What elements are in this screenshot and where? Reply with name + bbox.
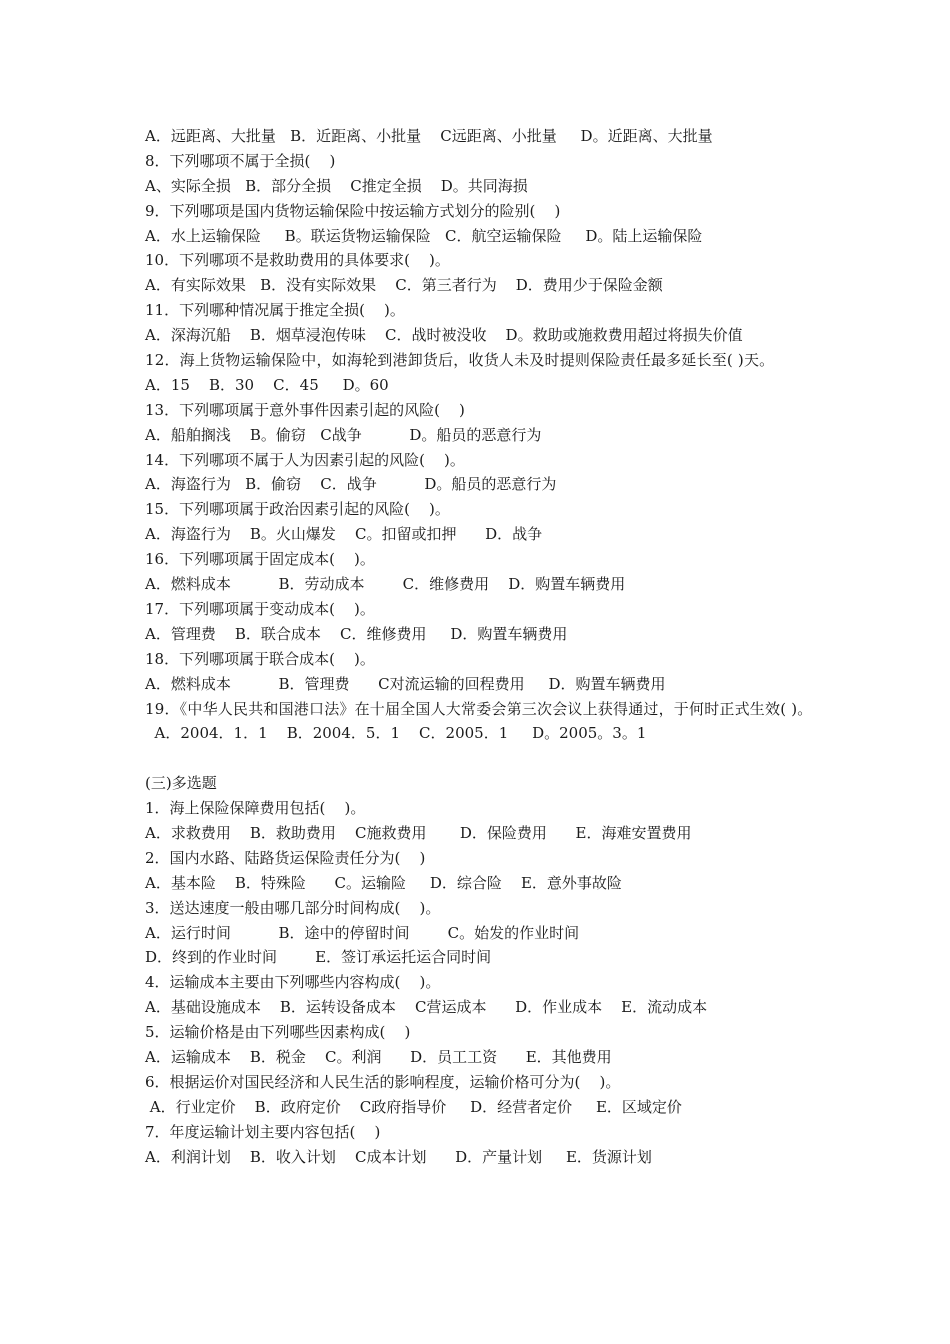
- mc-question-2: 2．国内水路、陆路货运保险责任分为( ): [145, 848, 426, 867]
- options-q8: A、实际全损 B．部分全损 C推定全损 D。共同海损: [145, 176, 528, 195]
- mc-question-1: 1．海上保险保障费用包括( )。: [145, 799, 366, 818]
- options-q15: A．海盗行为 B。火山爆发 C。扣留或扣押 D．战争: [145, 525, 543, 544]
- mc-question-5: 5．运输价格是由下列哪些因素构成( ): [145, 1023, 411, 1042]
- question-14: 14．下列哪项不属于人为因素引起的风险( )。: [145, 450, 465, 469]
- question-19: 19．《中华人民共和国港口法》在十届全国人大常委会第三次会议上获得通过，于何时正式生效( )。: [145, 699, 813, 718]
- options-q9: A．水上运输保险 B。联运货物运输保险 C．航空运输保险 D。陆上运输保险: [145, 226, 703, 245]
- mc-options-2: A．基本险 B．特殊险 C。运输险 D．综合险 E．意外事故险: [145, 873, 622, 892]
- question-15: 15．下列哪项属于政治因素引起的风险( )。: [145, 500, 450, 519]
- mc-options-5: A．运输成本 B．税金 C。利润 D．员工工资 E．其他费用: [145, 1047, 612, 1066]
- mc-options-7: A．利润计划 B．收入计划 C成本计划 D．产量计划 E．货源计划: [145, 1147, 652, 1166]
- options-q17: A．管理费 B．联合成本 C．维修费用 D．购置车辆费用: [145, 624, 568, 643]
- question-9: 9．下列哪项是国内货物运输保险中按运输方式划分的险别( ): [145, 201, 561, 220]
- document-body: [145, 124, 825, 1169]
- options-q13: A．船舶搁浅 B。偷窃 C战争 D。船员的恶意行为: [145, 425, 542, 444]
- question-17: 17．下列哪项属于变动成本( )。: [145, 599, 375, 618]
- question-10: 10．下列哪项不是救助费用的具体要求( )。: [145, 251, 450, 270]
- mc-question-6: 6．根据运价对国民经济和人民生活的影响程度，运输价格可分为( )。: [145, 1072, 621, 1091]
- question-11: 11．下列哪种情况属于推定全损( )。: [145, 301, 405, 320]
- options-q19: A．2004．1．1 B．2004．5．1 C．2005．1 D。2005。3。1: [145, 724, 647, 743]
- mc-question-3: 3．送达速度一般由哪几部分时间构成( )。: [145, 898, 441, 917]
- options-q10: A．有实际效果 B．没有实际效果 C．第三者行为 D．费用少于保险金额: [145, 276, 663, 295]
- mc-question-4: 4．运输成本主要由下列哪些内容构成( )。: [145, 973, 441, 992]
- options-q14: A．海盗行为 B．偷窃 C．战争 D。船员的恶意行为: [145, 475, 557, 494]
- options-q7: A．远距离、大批量 B．近距离、小批量 C远距离、小批量 D。近距离、大批量: [145, 127, 713, 145]
- options-q12: A．15 B．30 C．45 D。60: [145, 375, 389, 394]
- options-q16: A．燃料成本 B．劳动成本 C．维修费用 D．购置车辆费用: [145, 575, 626, 594]
- blank-line: [145, 746, 825, 771]
- mc-options-1: A．求救费用 B．救助费用 C施救费用 D．保险费用 E．海难安置费用: [145, 823, 692, 842]
- mc-question-7: 7．年度运输计划主要内容包括( ): [145, 1122, 381, 1141]
- mc-options-3b: D．终到的作业时间 E．签订承运托运合同时间: [145, 948, 492, 967]
- mc-options-3a: A．运行时间 B．途中的停留时间 C。始发的作业时间: [145, 923, 580, 942]
- question-16: 16．下列哪项属于固定成本( )。: [145, 550, 375, 569]
- options-q18: A．燃料成本 B．管理费 C对流运输的回程费用 D．购置车辆费用: [145, 674, 666, 693]
- mc-options-6: A．行业定价 B．政府定价 C政府指导价 D．经营者定价 E．区域定价: [145, 1097, 682, 1116]
- question-8: 8．下列哪项不属于全损( ): [145, 151, 336, 170]
- section-heading-multiple-choice: (三)多选题: [145, 774, 217, 793]
- question-13: 13．下列哪项属于意外事件因素引起的风险( ): [145, 400, 465, 419]
- question-18: 18．下列哪项属于联合成本( )。: [145, 649, 375, 668]
- options-q11: A．深海沉船 B．烟草浸泡传味 C．战时被没收 D。救助或施救费用超过将损失价值: [145, 326, 743, 345]
- mc-options-4: A．基础设施成本 B．运转设备成本 C营运成本 D．作业成本 E．流动成本: [145, 998, 708, 1017]
- question-12: 12．海上货物运输保险中，如海轮到港卸货后，收货人未及时提则保险责任最多延长至( )天。: [145, 351, 775, 370]
